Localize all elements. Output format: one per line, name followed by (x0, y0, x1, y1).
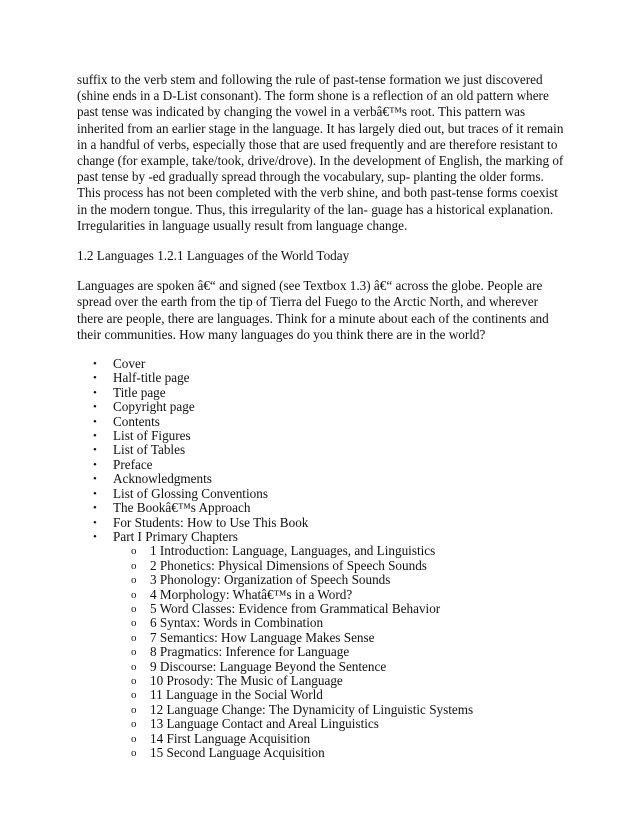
toc-item[interactable] (77, 386, 567, 400)
toc-item-label: Half-title page (113, 370, 190, 386)
bullet-icon: • (93, 530, 97, 543)
toc-item[interactable] (77, 501, 567, 515)
chapter-item[interactable] (113, 631, 567, 645)
circle-bullet-icon: o (131, 732, 137, 745)
bullet-icon: • (93, 430, 97, 443)
circle-bullet-icon: o (131, 545, 137, 558)
circle-bullet-icon: o (131, 718, 137, 731)
chapter-label: 4 Morphology: Whatâ€™s in a Word? (150, 586, 353, 602)
toc-item-label: Copyright page (113, 399, 195, 415)
toc-item-label: Cover (113, 356, 146, 372)
chapter-item[interactable] (113, 703, 567, 717)
circle-bullet-icon: o (131, 631, 137, 644)
document-page (77, 72, 567, 760)
chapter-list (113, 544, 567, 760)
toc-item[interactable] (77, 415, 567, 429)
chapter-item[interactable] (113, 732, 567, 746)
chapter-label: 6 Syntax: Words in Combination (150, 615, 324, 631)
toc-item-label: List of Figures (113, 428, 191, 444)
toc-item[interactable] (77, 487, 567, 501)
toc-item[interactable] (77, 400, 567, 414)
bullet-icon: • (93, 372, 97, 385)
chapter-item[interactable] (113, 573, 567, 587)
chapter-label: 2 Phonetics: Physical Dimensions of Speech Sounds (150, 557, 427, 573)
section-heading: 1.2 Languages 1.2.1 Languages of the World Today (77, 248, 350, 264)
chapter-label: 12 Language Change: The Dynamicity of Linguistic Systems (150, 701, 474, 717)
circle-bullet-icon: o (131, 602, 137, 615)
bullet-icon: • (93, 502, 97, 515)
circle-bullet-icon: o (131, 617, 137, 630)
toc-item[interactable] (77, 371, 567, 385)
circle-bullet-icon: o (131, 747, 137, 760)
bullet-icon: • (93, 473, 97, 486)
chapter-item[interactable] (113, 674, 567, 688)
toc-item[interactable] (77, 357, 567, 371)
toc-item[interactable] (77, 443, 567, 457)
chapter-item[interactable] (113, 616, 567, 630)
chapter-item[interactable] (113, 717, 567, 731)
chapter-item[interactable] (113, 688, 567, 702)
toc-item[interactable] (77, 472, 567, 486)
body-paragraph-1: suffix to the verb stem and following the rule of past-tense formation we just discovered (shine ends in a D-List consonant). The form shone is a reflection of an old pattern where past tense was indicated by changing the vowel in a verbâ€™s root. This pattern was inherited from an earlier stage in the language. It has largely died out, but traces of it remain in a handful of verbs, especially those that are used frequently and are therefore resistant to change (for example, take/took, drive/drove). In the development of English, the marking of past tense by -ed gradually spread through the vocabulary, sup- planting the older forms. This process has not been completed with the verb shine, and both past-tense forms coexist in the modern tongue. Thus, this irregularity of the lan- guage has a historical explanation. Irregularities in language usually result from language change. (77, 72, 564, 233)
bullet-icon: • (93, 401, 97, 414)
chapter-label: 7 Semantics: How Language Makes Sense (150, 629, 375, 645)
table-of-contents-list (77, 357, 567, 760)
toc-item-label: Acknowledgments (113, 471, 212, 487)
chapter-item[interactable] (113, 746, 567, 760)
bullet-icon: • (93, 415, 97, 428)
chapter-item[interactable] (113, 588, 567, 602)
circle-bullet-icon: o (131, 574, 137, 587)
toc-item[interactable] (77, 429, 567, 443)
toc-item[interactable] (77, 516, 567, 530)
toc-item-label: Title page (113, 384, 166, 400)
chapter-item[interactable] (113, 645, 567, 659)
bullet-icon: • (93, 386, 97, 399)
bullet-icon: • (93, 358, 97, 371)
circle-bullet-icon: o (131, 559, 137, 572)
toc-item-label: Contents (113, 413, 160, 429)
chapter-item[interactable] (113, 660, 567, 674)
toc-item-label: Part I Primary Chapters (113, 528, 238, 544)
toc-item-part-1[interactable] (77, 530, 567, 761)
bullet-icon: • (93, 458, 97, 471)
bullet-icon: • (93, 516, 97, 529)
toc-item-label: For Students: How to Use This Book (113, 514, 309, 530)
toc-item-label: The Bookâ€™s Approach (113, 500, 251, 516)
circle-bullet-icon: o (131, 646, 137, 659)
circle-bullet-icon: o (131, 674, 137, 687)
toc-item-label: List of Glossing Conventions (113, 485, 268, 501)
chapter-item[interactable] (113, 544, 567, 558)
chapter-label: 3 Phonology: Organization of Speech Sounds (150, 572, 391, 588)
chapter-label: 11 Language in the Social World (150, 687, 323, 703)
body-paragraph-2: Languages are spoken â€“ and signed (see Textbox 1.3) â€“ across the globe. People are spread over the earth from the tip of Tierra del Fuego to the Arctic North, and wherever there are people, there are languages. Think for a minute about each of the continents and their communities. How many languages do you think there are in the world? (77, 278, 549, 342)
chapter-item[interactable] (113, 559, 567, 573)
toc-item-label: List of Tables (113, 442, 186, 458)
chapter-label: 5 Word Classes: Evidence from Grammatical Behavior (150, 600, 441, 616)
chapter-label: 10 Prosody: The Music of Language (150, 672, 343, 688)
chapter-item[interactable] (113, 602, 567, 616)
bullet-icon: • (93, 444, 97, 457)
circle-bullet-icon: o (131, 703, 137, 716)
toc-item[interactable] (77, 458, 567, 472)
chapter-label: 13 Language Contact and Areal Linguistics (150, 716, 379, 732)
bullet-icon: • (93, 487, 97, 500)
chapter-label: 15 Second Language Acquisition (150, 745, 325, 761)
chapter-label: 9 Discourse: Language Beyond the Sentence (150, 658, 387, 674)
toc-item-label: Preface (113, 456, 153, 472)
chapter-label: 14 First Language Acquisition (150, 730, 311, 746)
circle-bullet-icon: o (131, 660, 137, 673)
circle-bullet-icon: o (131, 588, 137, 601)
chapter-label: 8 Pragmatics: Inference for Language (150, 644, 350, 660)
circle-bullet-icon: o (131, 689, 137, 702)
chapter-label: 1 Introduction: Language, Languages, and Linguistics (150, 543, 436, 559)
